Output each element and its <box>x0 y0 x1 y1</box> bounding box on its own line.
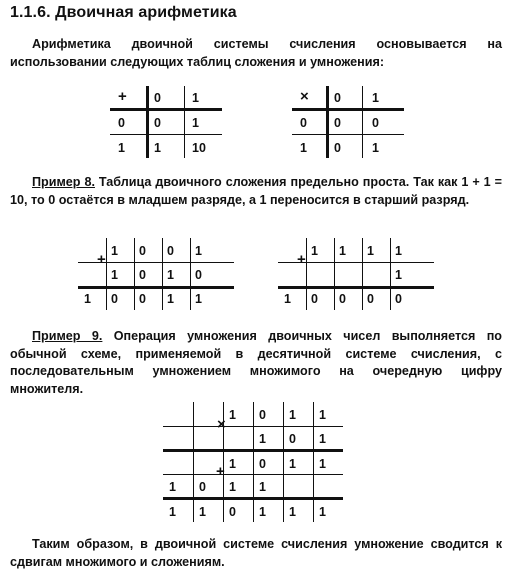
grid-rule <box>390 238 391 310</box>
example-9-paragraph <box>10 328 502 398</box>
grid-rule <box>313 402 314 522</box>
digit-cell: 0 <box>139 268 146 282</box>
digit-cell: 1 <box>284 292 291 306</box>
digit-cell: 1 <box>319 408 326 422</box>
grid-rule <box>190 238 191 310</box>
table-header-cell: 0 <box>334 91 341 105</box>
digit-cell: 0 <box>289 432 296 446</box>
digit-cell: 1 <box>289 505 296 519</box>
grid-rule <box>162 238 163 310</box>
digit-cell: 0 <box>139 244 146 258</box>
digit-cell: 1 <box>339 244 346 258</box>
digit-cell: 0 <box>167 244 174 258</box>
digit-cell: 1 <box>229 480 236 494</box>
digit-cell: 1 <box>319 505 326 519</box>
digit-cell: 1 <box>319 457 326 471</box>
table-cell: 0 <box>334 116 341 130</box>
digit-cell: 0 <box>259 408 266 422</box>
digit-cell: 1 <box>169 480 176 494</box>
digit-cell: 1 <box>395 244 402 258</box>
digit-cell: 1 <box>167 292 174 306</box>
digit-cell: 1 <box>311 244 318 258</box>
plus-sign: + <box>216 463 225 480</box>
digit-cell: 0 <box>139 292 146 306</box>
digit-cell: 1 <box>319 432 326 446</box>
times-sign: × <box>217 416 226 433</box>
table-rule <box>146 86 149 158</box>
table-cell: 1 <box>154 141 161 155</box>
addition-table <box>110 86 222 158</box>
digit-cell: 1 <box>289 408 296 422</box>
table-row-header: 0 <box>300 116 307 130</box>
table-cell: 0 <box>154 116 161 130</box>
plus-sign: + <box>297 251 306 268</box>
grid-rule <box>134 238 135 310</box>
multiplication-example <box>163 402 343 522</box>
grid-rule <box>283 402 284 522</box>
digit-cell: 1 <box>259 505 266 519</box>
example-9-text: Операция умножения двоичных чисел выполняется по обычной схеме, применяемой в десятичной системе счисления, с последовательным умножением множимого на очередную цифру множителя. <box>10 329 502 396</box>
table-rule <box>362 86 363 158</box>
table-rule <box>292 108 404 111</box>
intro-paragraph: Арифметика двоичной системы счисления основывается на использовании следующих таблиц сложения и умножения: <box>10 37 502 69</box>
digit-cell: 1 <box>111 268 118 282</box>
table-rule <box>326 86 329 158</box>
table-cell: 0 <box>372 116 379 130</box>
example-8-text: Таблица двоичного сложения предельно проста. Так как 1 + 1 = 10, то 0 остаётся в младшем разряде, а 1 переносится в старший разряд. <box>10 175 502 207</box>
table-rule <box>110 134 222 135</box>
grid-rule <box>106 238 107 310</box>
table-row-header: 1 <box>300 141 307 155</box>
digit-cell: 0 <box>259 457 266 471</box>
digit-cell: 1 <box>367 244 374 258</box>
digit-cell: 1 <box>289 457 296 471</box>
digit-cell: 0 <box>111 292 118 306</box>
digit-cell: 1 <box>111 244 118 258</box>
conclusion-paragraph: Таким образом, в двоичной системе счисления умножение сводится к сдвигам множимого и сложениям. <box>10 537 502 569</box>
grid-rule <box>362 238 363 310</box>
table-rule <box>292 134 404 135</box>
plus-sign: + <box>97 251 106 268</box>
digit-cell: 0 <box>339 292 346 306</box>
grid-rule <box>253 402 254 522</box>
times-sign: × <box>300 88 309 105</box>
example-9-label: Пример 9. <box>32 329 103 343</box>
digit-cell: 0 <box>395 292 402 306</box>
digit-cell: 0 <box>229 505 236 519</box>
plus-sign: + <box>118 88 127 105</box>
digit-cell: 1 <box>167 268 174 282</box>
table-cell: 10 <box>192 141 206 155</box>
grid-rule <box>78 286 234 289</box>
digit-cell: 1 <box>229 408 236 422</box>
table-rule <box>184 86 185 158</box>
multiplication-table <box>292 86 404 158</box>
digit-cell: 1 <box>84 292 91 306</box>
digit-cell: 1 <box>195 292 202 306</box>
digit-cell: 0 <box>199 480 206 494</box>
table-header-cell: 1 <box>192 91 199 105</box>
example-8-label: Пример 8. <box>32 175 95 189</box>
digit-cell: 0 <box>311 292 318 306</box>
section-heading: 1.1.6. Двоичная арифметика <box>10 4 237 21</box>
digit-cell: 1 <box>229 457 236 471</box>
table-cell: 0 <box>334 141 341 155</box>
digit-cell: 0 <box>195 268 202 282</box>
addition-example-2 <box>278 238 434 310</box>
example-8-paragraph <box>10 174 502 209</box>
digit-cell: 0 <box>367 292 374 306</box>
digit-cell: 1 <box>259 432 266 446</box>
table-row-header: 0 <box>118 116 125 130</box>
digit-cell: 1 <box>395 268 402 282</box>
grid-rule <box>193 402 194 522</box>
table-cell: 1 <box>372 141 379 155</box>
table-header-cell: 0 <box>154 91 161 105</box>
table-rule <box>110 108 222 111</box>
grid-rule <box>306 238 307 310</box>
grid-rule <box>334 238 335 310</box>
table-header-cell: 1 <box>372 91 379 105</box>
digit-cell: 1 <box>195 244 202 258</box>
grid-rule <box>278 286 434 289</box>
digit-cell: 1 <box>259 480 266 494</box>
digit-cell: 1 <box>169 505 176 519</box>
digit-cell: 1 <box>199 505 206 519</box>
table-row-header: 1 <box>118 141 125 155</box>
addition-example-1 <box>78 238 234 310</box>
table-cell: 1 <box>192 116 199 130</box>
